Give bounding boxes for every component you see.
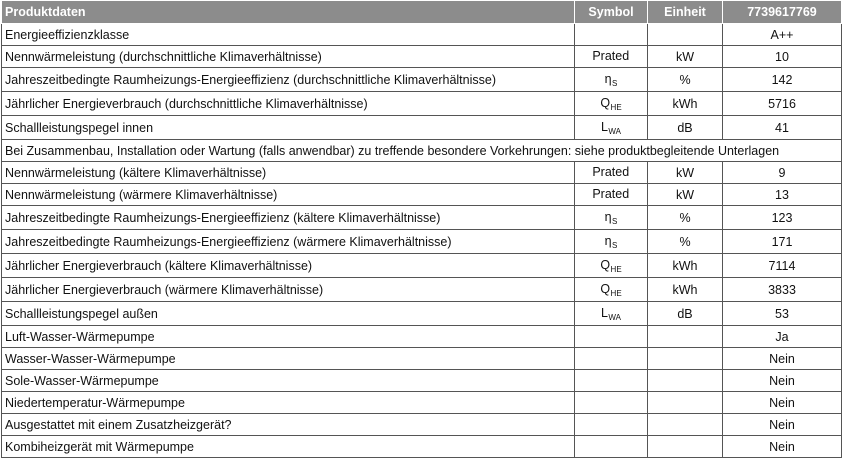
symbol-base: η: [604, 71, 612, 86]
row-symbol: [575, 302, 648, 326]
header-article-number: 7739617769: [723, 1, 842, 24]
table-body-section-2: [2, 162, 842, 458]
row-value: Nein: [723, 392, 842, 414]
table-row: [2, 230, 842, 254]
row-unit: [648, 414, 723, 436]
row-unit: dB: [648, 302, 723, 326]
symbol-subscript: HE: [610, 288, 622, 298]
row-unit: %: [648, 68, 723, 92]
symbol-base: Prated: [592, 164, 630, 179]
row-value: 10: [723, 46, 842, 68]
symbol-subscript: S: [612, 216, 618, 226]
row-value: 9: [723, 162, 842, 184]
row-value: 13: [723, 184, 842, 206]
table-row: [2, 206, 842, 230]
symbol-base: L: [600, 305, 608, 320]
symbol-subscript: S: [612, 240, 618, 250]
row-unit: kWh: [648, 278, 723, 302]
row-label: Jährlicher Energieverbrauch (wärmere Klimaverhältnisse): [2, 278, 575, 302]
row-unit: kW: [648, 46, 723, 68]
table-row: [2, 184, 842, 206]
row-value: Ja: [723, 326, 842, 348]
row-unit: kW: [648, 184, 723, 206]
row-symbol: [575, 278, 648, 302]
row-value: Nein: [723, 370, 842, 392]
row-label: Jährlicher Energieverbrauch (kältere Klimaverhältnisse): [2, 254, 575, 278]
symbol-base: η: [604, 209, 612, 224]
table-row: [2, 414, 842, 436]
header-unit: Einheit: [648, 1, 723, 24]
row-value: 171: [723, 230, 842, 254]
row-symbol: [575, 206, 648, 230]
header-row: [2, 1, 842, 24]
row-value: Nein: [723, 436, 842, 458]
notice-text: Bei Zusammenbau, Installation oder Wartung (falls anwendbar) zu treffende besondere Vorkehrungen: siehe produktbegleitende Unterlagen: [2, 140, 842, 162]
row-label: Kombiheizgerät mit Wärmepumpe: [2, 436, 575, 458]
row-label: Nennwärmeleistung (wärmere Klimaverhältnisse): [2, 184, 575, 206]
row-value: 7114: [723, 254, 842, 278]
row-label: Nennwärmeleistung (kältere Klimaverhältnisse): [2, 162, 575, 184]
row-symbol: [575, 348, 648, 370]
row-label: Schallleistungspegel innen: [2, 116, 575, 140]
row-symbol: [575, 46, 648, 68]
row-label: Niedertemperatur-Wärmepumpe: [2, 392, 575, 414]
row-label: Jahreszeitbedingte Raumheizungs-Energieeffizienz (kältere Klimaverhältnisse): [2, 206, 575, 230]
row-label: Energieeffizienzklasse: [2, 24, 575, 46]
symbol-subscript: WA: [608, 312, 622, 322]
row-symbol: [575, 116, 648, 140]
row-unit: [648, 436, 723, 458]
row-label: Jahreszeitbedingte Raumheizungs-Energieeffizienz (durchschnittliche Klimaverhältnisse): [2, 68, 575, 92]
symbol-base: η: [604, 233, 612, 248]
row-unit: [648, 24, 723, 46]
row-value: 5716: [723, 92, 842, 116]
row-label: Ausgestattet mit einem Zusatzheizgerät?: [2, 414, 575, 436]
row-symbol: [575, 436, 648, 458]
row-symbol: [575, 414, 648, 436]
row-symbol: [575, 162, 648, 184]
row-unit: %: [648, 206, 723, 230]
table-row: [2, 68, 842, 92]
row-label: Jahreszeitbedingte Raumheizungs-Energieeffizienz (wärmere Klimaverhältnisse): [2, 230, 575, 254]
table-row: [2, 116, 842, 140]
symbol-subscript: HE: [610, 264, 622, 274]
row-label: Jährlicher Energieverbrauch (durchschnittliche Klimaverhältnisse): [2, 92, 575, 116]
row-symbol: [575, 392, 648, 414]
notice-row: [2, 140, 842, 162]
row-symbol: [575, 326, 648, 348]
product-data-table: [1, 0, 842, 458]
table-row: [2, 278, 842, 302]
row-value: A++: [723, 24, 842, 46]
row-unit: [648, 392, 723, 414]
symbol-base: Prated: [592, 48, 630, 63]
row-symbol: [575, 230, 648, 254]
table-row: [2, 24, 842, 46]
row-unit: [648, 326, 723, 348]
symbol-base: L: [600, 119, 608, 134]
row-unit: [648, 370, 723, 392]
table-body-section-1: [2, 24, 842, 140]
row-symbol: [575, 370, 648, 392]
row-label: Sole-Wasser-Wärmepumpe: [2, 370, 575, 392]
row-symbol: [575, 68, 648, 92]
row-unit: kW: [648, 162, 723, 184]
row-value: 41: [723, 116, 842, 140]
table-row: [2, 46, 842, 68]
table-row: [2, 326, 842, 348]
header-product: Produktdaten: [2, 1, 575, 24]
row-value: 123: [723, 206, 842, 230]
table-row: [2, 348, 842, 370]
row-label: Nennwärmeleistung (durchschnittliche Klimaverhältnisse): [2, 46, 575, 68]
row-unit: kWh: [648, 254, 723, 278]
row-label: Schallleistungspegel außen: [2, 302, 575, 326]
table-body-notice: [2, 140, 842, 162]
table-row: [2, 392, 842, 414]
row-unit: kWh: [648, 92, 723, 116]
header-symbol: Symbol: [575, 1, 648, 24]
symbol-base: Q: [600, 281, 611, 296]
row-label: Luft-Wasser-Wärmepumpe: [2, 326, 575, 348]
row-symbol: [575, 92, 648, 116]
row-value: Nein: [723, 348, 842, 370]
table-row: [2, 436, 842, 458]
row-unit: %: [648, 230, 723, 254]
symbol-base: Q: [600, 257, 611, 272]
row-symbol: [575, 184, 648, 206]
table-row: [2, 370, 842, 392]
row-label: Wasser-Wasser-Wärmepumpe: [2, 348, 575, 370]
symbol-subscript: WA: [608, 126, 622, 136]
table-row: [2, 254, 842, 278]
row-symbol: [575, 24, 648, 46]
table-row: [2, 92, 842, 116]
symbol-base: Q: [600, 95, 611, 110]
symbol-subscript: S: [612, 78, 618, 88]
symbol-subscript: HE: [610, 102, 622, 112]
row-value: Nein: [723, 414, 842, 436]
row-unit: [648, 348, 723, 370]
symbol-base: Prated: [592, 186, 630, 201]
table-row: [2, 302, 842, 326]
row-value: 3833: [723, 278, 842, 302]
table-row: [2, 162, 842, 184]
row-value: 53: [723, 302, 842, 326]
row-symbol: [575, 254, 648, 278]
row-unit: dB: [648, 116, 723, 140]
row-value: 142: [723, 68, 842, 92]
